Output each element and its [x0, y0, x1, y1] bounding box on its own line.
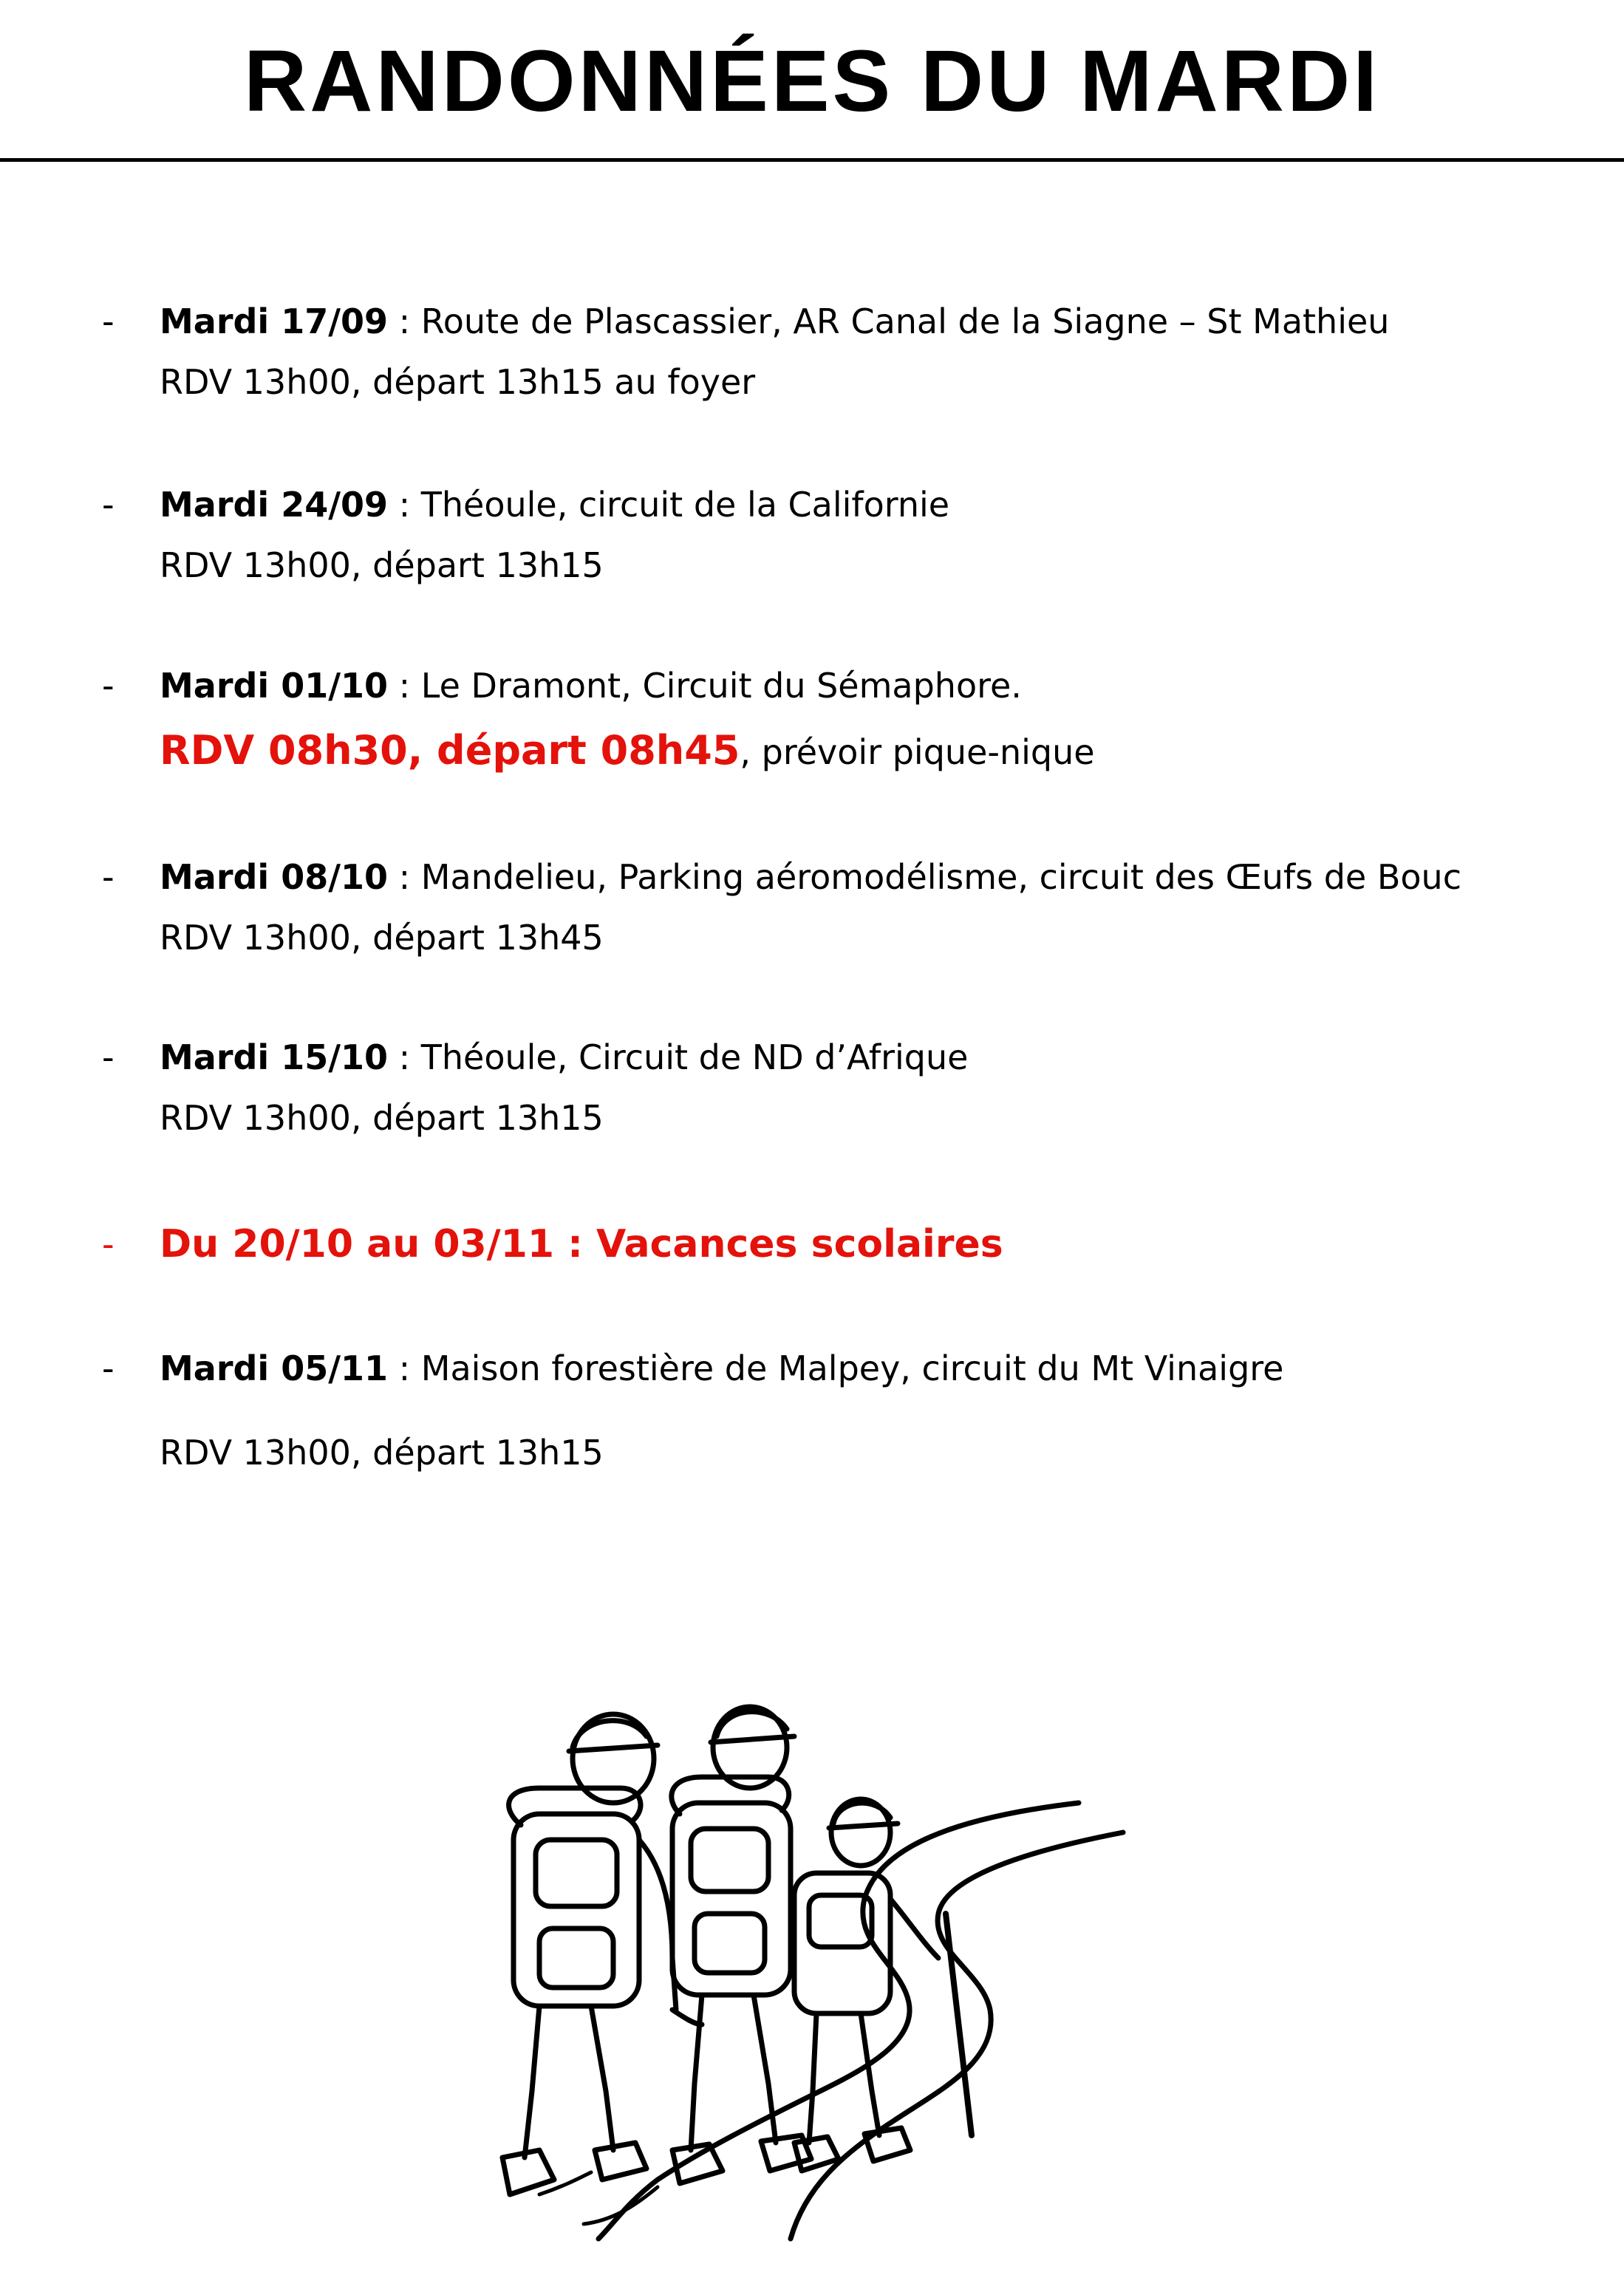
hike-description: Théoule, Circuit de ND d’Afrique	[420, 1037, 969, 1077]
hike-description: Mandelieu, Parking aéromodélisme, circuit des Œufs de Bouc	[420, 857, 1461, 897]
hike-date: Mardi 15/10	[160, 1037, 389, 1077]
hike-rdv	[160, 729, 1095, 774]
hike-date: Mardi 08/10	[160, 857, 389, 897]
hike-rdv: RDV 13h00, départ 13h15	[160, 545, 604, 585]
hike-line	[160, 664, 1022, 708]
list-bullet: -	[102, 485, 115, 525]
hike-rdv: RDV 13h00, départ 13h15	[160, 1433, 604, 1473]
hiker-middle	[672, 1707, 811, 2183]
hike-rdv: RDV 13h00, départ 13h45	[160, 918, 604, 958]
list-bullet: -	[102, 857, 115, 897]
hike-description: Maison forestière de Malpey, circuit du Mt Vinaigre	[420, 1348, 1284, 1388]
hikers-illustration	[392, 1677, 1190, 2246]
hike-description: Le Dramont, Circuit du Sémaphore.	[420, 666, 1022, 706]
hike-date: Mardi 17/09	[160, 301, 389, 341]
hiker-right	[794, 1799, 972, 2171]
title-divider	[0, 158, 1624, 162]
list-bullet: -	[102, 1224, 115, 1264]
hike-date: Mardi 05/11	[160, 1348, 389, 1388]
hike-rdv: RDV 13h00, départ 13h15 au foyer	[160, 362, 756, 402]
list-bullet: -	[102, 1037, 115, 1077]
list-bullet: -	[102, 666, 115, 706]
list-bullet: -	[102, 1348, 115, 1388]
hike-line	[160, 299, 1389, 344]
hike-date: Mardi 24/09	[160, 485, 389, 525]
hike-line	[160, 855, 1461, 899]
hike-rdv: RDV 13h00, départ 13h15	[160, 1098, 604, 1138]
holiday-notice: Du 20/10 au 03/11 : Vacances scolaires	[160, 1222, 1003, 1266]
list-bullet: -	[102, 301, 115, 341]
hike-separator: :	[388, 857, 421, 897]
hike-separator: :	[388, 301, 421, 341]
hike-line	[160, 1035, 968, 1079]
hike-separator: :	[388, 1037, 421, 1077]
hike-line	[160, 482, 949, 527]
hike-separator: :	[388, 1348, 421, 1388]
hike-rdv-note: , prévoir pique-nique	[740, 732, 1095, 772]
hike-line	[160, 1346, 1283, 1391]
hike-rdv-highlight: RDV 08h30, départ 08h45	[160, 727, 740, 774]
hike-description: Route de Plascassier, AR Canal de la Siagne – St Mathieu	[420, 301, 1390, 341]
hike-description: Théoule, circuit de la Californie	[420, 485, 950, 525]
page-title: RANDONNÉES DU MARDI	[244, 33, 1380, 130]
hike-date: Mardi 01/10	[160, 666, 389, 706]
hike-separator: :	[388, 485, 421, 525]
hike-separator: :	[388, 666, 421, 706]
